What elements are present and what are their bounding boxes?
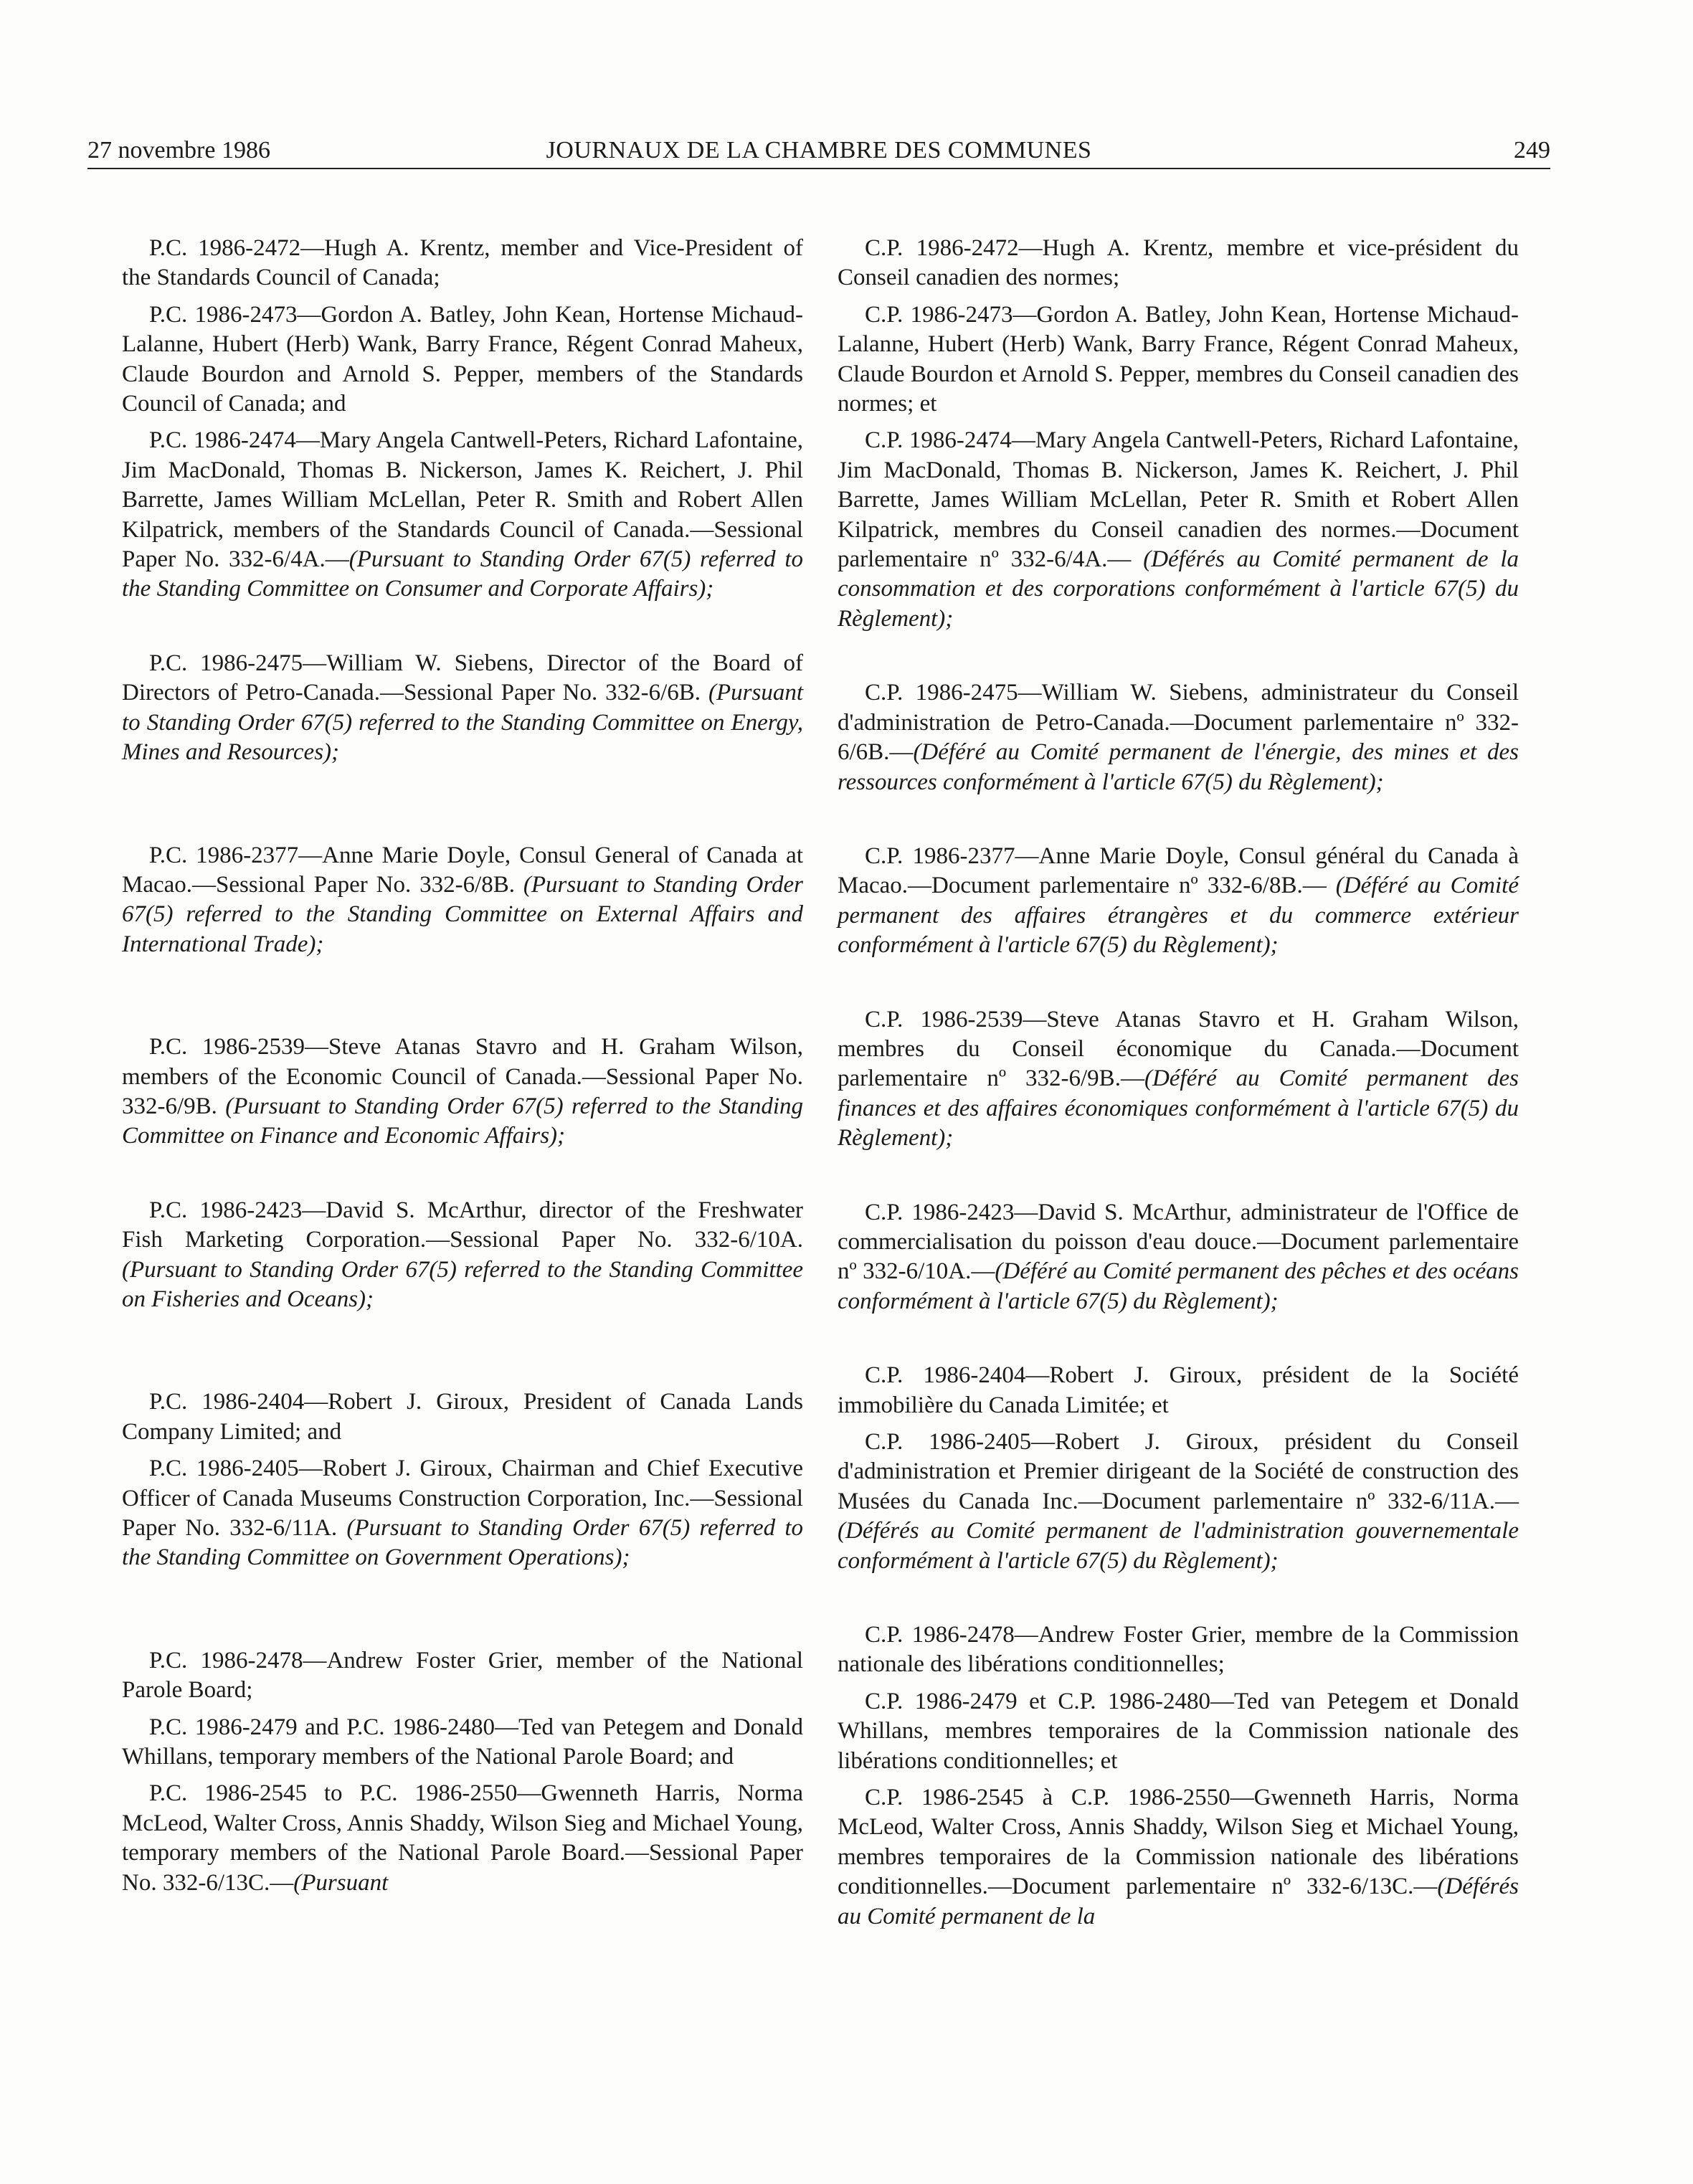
french-column	[838, 234, 1519, 1932]
english-entry: P.C. 1986-2539—Steve Atanas Stavro and H. Graham Wilson, members of the Economic Council of Canada.—Sessional Paper No. 332-6/9B. (Pursuant to Standing Order 67(5) referred to the Standing Committee on Finance and Economic Affairs);	[122, 1034, 804, 1149]
french-entry: C.P. 1986-2539—Steve Atanas Stavro et H. Graham Wilson, membres du Conseil économique du Canada.—Document parlementaire nº 332-6/9B.—(Déféré au Comité permanent des finances et des affaires économiques conformément à l'article 67(5) du Règlement);	[838, 1006, 1519, 1152]
english-entry: P.C. 1986-2377—Anne Marie Doyle, Consul General of Canada at Macao.—Sessional Paper No. 332-6/8B. (Pursuant to Standing Order 67(5) referred to the Standing Committee on External Affairs and International Trade);	[122, 842, 803, 957]
english-entry: P.C. 1986-2474—Mary Angela Cantwell-Peters, Richard Lafontaine, Jim MacDonald, Thomas B. Nickerson, James K. Reichert, J. Phil Barrette, James William McLellan, Peter R. Smith and Robert Allen Kilpatrick, members of the Standards Council of Canada.—Sessional Paper No. 332-6/4A.—(Pursuant to Standing Order 67(5) referred to the Standing Committee on Consumer and Corporate Affairs);	[122, 427, 803, 602]
header-date: 27 novembre 1986	[87, 137, 270, 163]
french-entry: C.P. 1986-2405—Robert J. Giroux, président du Conseil d'administration et Premier dirigeant de la Société de construction des Musées du Canada Inc.—Document parlementaire nº 332-6/11A.—(Déférés au Comité permanent de l'administration gouvernementale conformément à l'article 67(5) du Règlement);	[838, 1429, 1519, 1574]
french-entry: C.P. 1986-2475—William W. Siebens, administrateur du Conseil d'administration de Petro-Canada.—Document parlementaire nº 332-6/6B.—(Déféré au Comité permanent de l'énergie, des mines et des ressources conformément à l'article 67(5) du Règlement);	[838, 680, 1519, 795]
english-entry: P.C. 1986-2475—William W. Siebens, Director of the Board of Directors of Petro-Canada.—Sessional Paper No. 332-6/6B. (Pursuant to Standing Order 67(5) referred to the Standing Committee on Energy, Mines and Resources);	[122, 650, 803, 766]
french-entry: C.P. 1986-2478—Andrew Foster Grier, membre de la Commission nationale des libérations conditionnelles;	[838, 1622, 1519, 1678]
english-entry: P.C. 1986-2423—David S. McArthur, director of the Freshwater Fish Marketing Corporation.—Sessional Paper No. 332-6/10A. (Pursuant to Standing Order 67(5) referred to the Standing Committee on Fisheries and Oceans);	[122, 1197, 803, 1312]
english-entry: P.C. 1986-2478—Andrew Foster Grier, member of the National Parole Board;	[122, 1647, 803, 1704]
english-entry: P.C. 1986-2404—Robert J. Giroux, President of Canada Lands Company Limited; and	[122, 1389, 803, 1445]
english-entry: P.C. 1986-2479 and P.C. 1986-2480—Ted van Petegem and Donald Whillans, temporary members of the National Parole Board; and	[122, 1714, 803, 1770]
english-column	[122, 234, 803, 1898]
french-entry: C.P. 1986-2423—David S. McArthur, administrateur de l'Office de commercialisation du poisson d'eau douce.—Document parlementaire nº 332-6/10A.—(Déféré au Comité permanent des pêches et des océans conformément à l'article 67(5) du Règlement);	[838, 1199, 1519, 1314]
english-entry: P.C. 1986-2472—Hugh A. Krentz, member and Vice-President of the Standards Council of Canada;	[122, 235, 803, 291]
french-entry: C.P. 1986-2473—Gordon A. Batley, John Kean, Hortense Michaud-Lalanne, Hubert (Herb) Wank, Barry France, Régent Conrad Maheux, Claude Bourdon et Arnold S. Pepper, membres du Conseil canadien des normes; et	[838, 301, 1519, 417]
header-title: JOURNAUX DE LA CHAMBRE DES COMMUNES	[546, 137, 1092, 163]
french-entry: C.P. 1986-2404—Robert J. Giroux, président de la Société immobilière du Canada Limitée; et	[838, 1362, 1519, 1418]
french-entry: C.P. 1986-2474—Mary Angela Cantwell-Peters, Richard Lafontaine, Jim MacDonald, Thomas B. Nickerson, James K. Reichert, J. Phil Barrette, James William McLellan, Peter R. Smith et Robert Allen Kilpatrick, membres du Conseil canadien des normes.—Document parlementaire nº 332-6/4A.— (Déférés au Comité permanent de la consommation et des corporations conformément à l'article 67(5) du Règlement);	[838, 427, 1519, 632]
french-entry: C.P. 1986-2472—Hugh A. Krentz, membre et vice-président du Conseil canadien des normes;	[838, 235, 1519, 291]
french-entry: C.P. 1986-2545 à C.P. 1986-2550—Gwenneth Harris, Norma McLeod, Walter Cross, Annis Shaddy, Wilson Sieg et Michael Young, membres temporaires de la Commission nationale des libérations conditionnelles.—Document parlementaire nº 332-6/13C.—(Déférés au Comité permanent de la	[838, 1785, 1519, 1929]
english-entry: P.C. 1986-2473—Gordon A. Batley, John Kean, Hortense Michaud-Lalanne, Hubert (Herb) Wank, Barry France, Régent Conrad Maheux, Claude Bourdon and Arnold S. Pepper, members of the Standards Council of Canada; and	[122, 301, 803, 417]
page-header	[87, 133, 1550, 169]
page-number: 249	[1514, 137, 1550, 163]
french-entry: C.P. 1986-2377—Anne Marie Doyle, Consul général du Canada à Macao.—Document parlementaire nº 332-6/8B.— (Déféré au Comité permanent des affaires étrangères et du commerce extérieur conformément à l'article 67(5) du Règlement);	[838, 842, 1519, 959]
english-entry: P.C. 1986-2545 to P.C. 1986-2550—Gwenneth Harris, Norma McLeod, Walter Cross, Annis Shaddy, Wilson Sieg and Michael Young, temporary members of the National Parole Board.—Sessional Paper No. 332-6/13C.—(Pursuant	[122, 1780, 803, 1896]
french-entry: C.P. 1986-2479 et C.P. 1986-2480—Ted van Petegem et Donald Whillans, membres temporaires de la Commission nationale des libérations conditionnelles; et	[838, 1688, 1519, 1774]
english-entry: P.C. 1986-2405—Robert J. Giroux, Chairman and Chief Executive Officer of Canada Museums Construction Corporation, Inc.—Sessional Paper No. 332-6/11A. (Pursuant to Standing Order 67(5) referred to the Standing Committee on Government Operations);	[122, 1456, 804, 1571]
